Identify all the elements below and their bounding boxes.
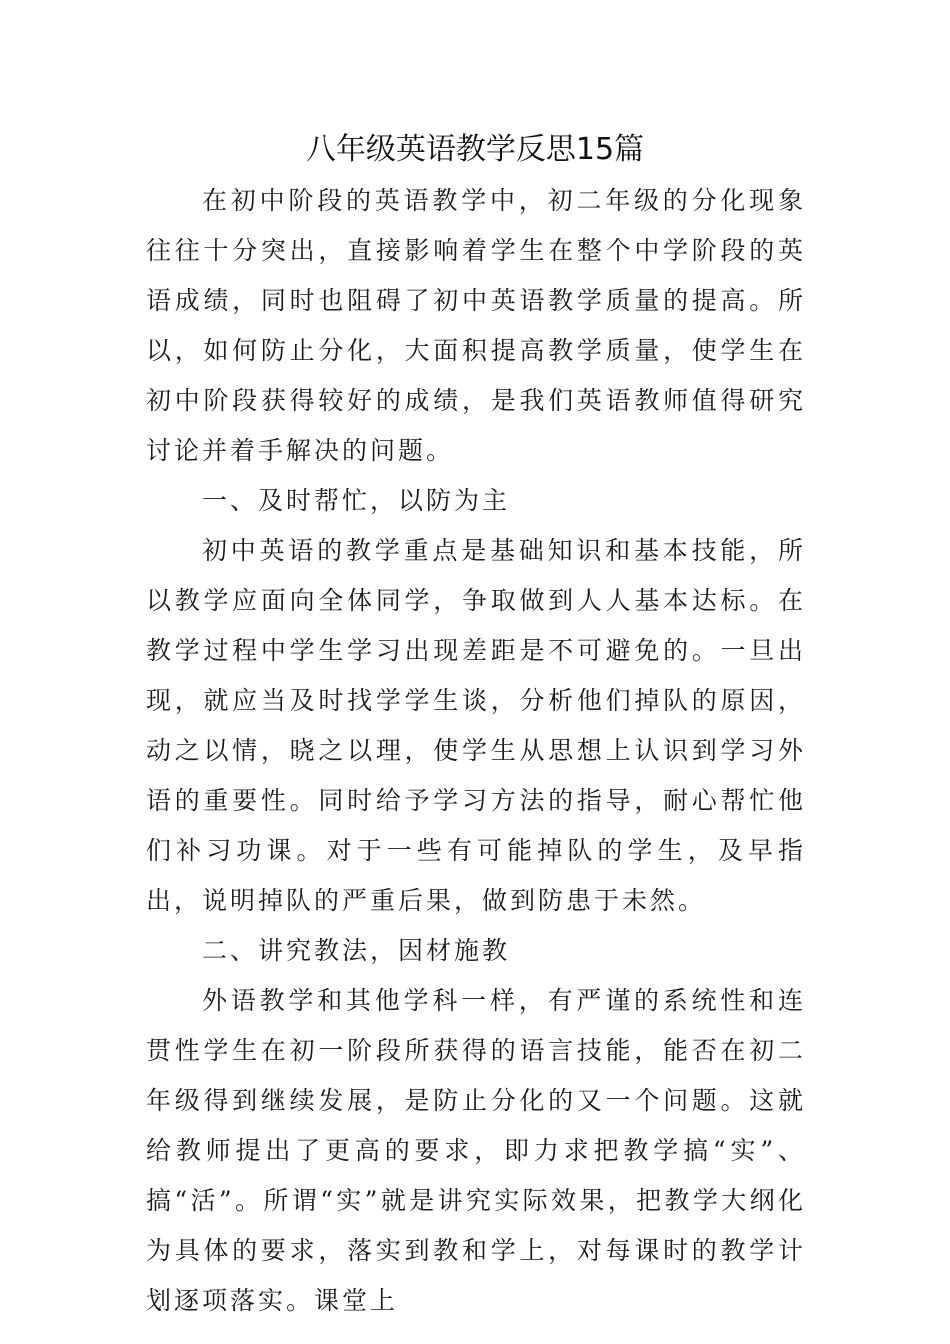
paragraph-section-1: 初中英语的教学重点是基础知识和基本技能，所以教学应面向全体同学，争取做到人人基本达标。在教学过程中学生学习出现差距是不可避免的。一旦出现，就应当及时找学学生谈，分析他们掉队的原因，动之以情，晓之以理，使学生从思想上认识到学习外语的重要性。同时给予学习方法的指导，耐心帮忙他们补习功课。对于一些有可能掉队的学生，及早指出，说明掉队的严重后果，做到防患于未然。 — [146, 536, 806, 915]
document-title: 八年级英语教学反思15篇 — [305, 132, 645, 167]
section-heading-2: 二、讲究教法，因材施教 — [202, 936, 511, 965]
document-body — [146, 176, 806, 1326]
paragraph-intro: 在初中阶段的英语教学中，初二年级的分化现象往往十分突出，直接影响着学生在整个中学阶段的英语成绩，同时也阻碍了初中英语教学质量的提高。所以，如何防止分化，大面积提高教学质量，使学生在初中阶段获得较好的成绩，是我们英语教师值得研究讨论并着手解决的问题。 — [146, 186, 806, 465]
paragraph-section-2: 外语教学和其他学科一样，有严谨的系统性和连贯性学生在初一阶段所获得的语言技能，能否在初二年级得到继续发展，是防止分化的又一个问题。这就给教师提出了更高的要求，即力求把教学搞“实”、搞“活”。所谓“实”就是讲究实际效果，把教学大纲化为具体的要求，落实到教和学上，对每课时的教学计划逐项落实。课堂上 — [146, 986, 806, 1315]
section-heading-1: 一、及时帮忙，以防为主 — [202, 486, 511, 515]
